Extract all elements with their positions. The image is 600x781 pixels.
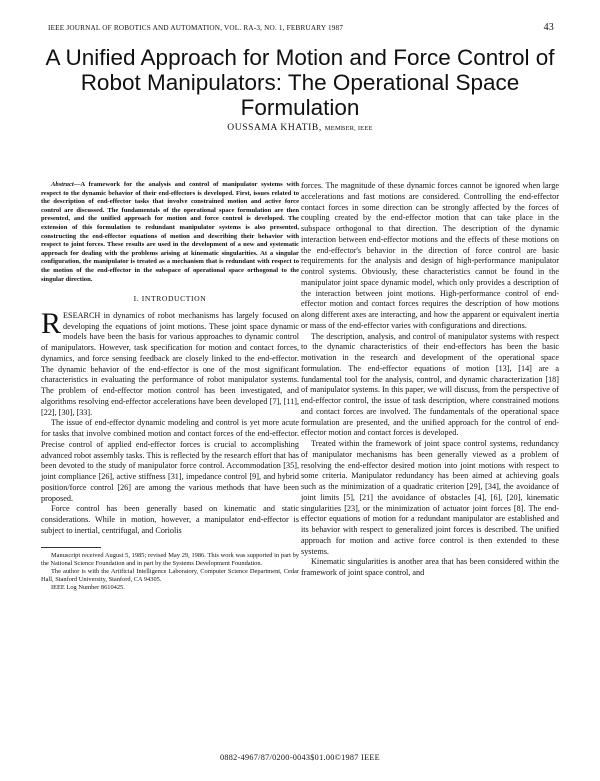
body-paragraph: The description, analysis, and control of manipulator systems with respect to the dynamic characteristics of their end-effectors has been the basic motivation in the research and development of the operational space formulation. The end-effector equations of motion [13], [14] are a fundamental tool for the analysis, control, and dynamic characterization [18] of manipulator systems. In this paper, we will discuss, from the perspective of end-effector control, the issue of task description, where constrained motions and contact forces are involved. The fundamentals of the operational space formulation are presented, and the unified approach for the control of end-effector motion and contact forces is developed. [301,331,559,438]
journal-citation: IEEE JOURNAL OF ROBOTICS AND AUTOMATION, VOL. RA-3, NO. 1, FEBRUARY 1987 [48,24,344,32]
abstract-lead: Abstract [51,181,74,188]
body-paragraph: Treated within the framework of joint space control systems, redundancy of manipulator mechanisms has been generally viewed as a problem of resolving the end-effector desired motion into joint motions with respect to some criteria. Manipulator redundancy has been aimed at achieving goals such as the minimization of a quadratic criterion [29], [34], the avoidance of joint limits [5], [21] the avoidance of obstacles [4], [6], [20], kinematic singularities [23], or the minimization of actuator joint forces [8]. The end-effector equations of motion for a redundant manipulator are established and its behavior with respect to generalized joint forces is described. The unified approach for motion and active force control is then extended to these systems. [301,439,559,556]
left-column [41,181,299,592]
abstract-text: —A framework for the analysis and control of manipulator systems with respect to the dynamic behavior of their end-effectors is developed. First, issues related to the description of end-effector tasks that involve constrained motion and active force control are discussed. The fundamentals of the operational space formulation are then presented, and the unified approach for motion and force control is developed. The extension of this formulation to redundant manipulator systems is also presented, constructing the end-effector equations of motion and describing their behavior with respect to joint forces. These results are used in the development of a new and systematic approach for dealing with the problems arising at kinematic singularities. At a singular configuration, the manipulator is treated as a mechanism that is redundant with respect to the motion of the end-effector in the subspace of operational space orthogonal to the singular direction. [41,181,299,283]
footnote-log-number: IEEE Log Number 8610425. [51,583,125,591]
paper-title: A Unified Approach for Motion and Force Control of Robot Manipulators: The Operational Space Formulation [45,45,555,120]
intro-text: ESEARCH in dynamics of robot mechanisms has largely focused on developing the equations of joint motions. These joint space dynamic models have been the basis for various approaches to dynamic control of manipulators. However, task specification for motion and contact forces, dynamics, and force sensing feedback are closely linked to the end-effector. The dynamic behavior of the end-effector is one of the most significant characteristics in evaluating the performance of robot manipulator systems. The problem of end-effector motion control has been investigated, and algorithms resolving end-effector accelerations have been developed [7], [11], [22], [30], [33]. [41,310,299,417]
footnote-affiliation: The author is with the Artificial Intelligence Laboratory, Computer Science Department, Cedar Hall, Stanford University, Stanford, CA 94305. [41,567,299,583]
author-membership: MEMBER, IEEE [324,125,373,132]
running-head [48,24,554,32]
body-paragraph: Kinematic singularities is another area that has been considered within the framework of joint space control, and [301,557,559,577]
body-paragraph: Force control has been generally based on kinematic and static considerations. While in motion, however, a manipulator end-effector is subject to inertial, centrifugal, and Coriolis [41,504,299,535]
footnote-manuscript: Manuscript received August 5, 1985; revised May 29, 1986. This work was supported in part by the National Science Foundation and in part by the Systems Development Foundation. [41,551,299,567]
body-paragraph: forces. The magnitude of these dynamic forces cannot be ignored when large accelerations and fast motions are considered. Controlling the end-effector contact forces in some direction can be strongly affected by the forces of coupling created by the end-effector motion that can take place in the subspace orthogonal to that direction. The description of the dynamic interaction between end-effector motions and the effects of these motions on the end-effector's behavior in the direction of force control are basic requirements for the analysis and design of high-performance manipulator control systems. Obviously, these characteristics cannot be found in the manipulator joint space dynamic model, which only provides a description of the interaction between joint motions. High-performance control of end-effector motion and contact forces requires the description of how motions along different axes are interacting, and how the apparent or equivalent inertia or mass of the end-effector varies with configurations and directions. [301,181,559,330]
author-line [20,123,580,133]
page-number: 43 [543,22,554,33]
copyright-line: 0882-4967/87/0200-0043$01.00©1987 IEEE [220,753,380,762]
section-heading-introduction: I. INTRODUCTION [133,294,207,304]
drop-cap: R [41,306,62,340]
right-column [301,181,559,579]
intro-paragraph [41,306,299,419]
abstract [41,181,299,284]
author-name: OUSSAMA KHATIB, [227,123,322,133]
body-paragraph: The issue of end-effector dynamic modeling and control is yet more acute for tasks that involve combined motion and contact forces of the end-effector. Precise control of applied end-effector forces is crucial to accomplishing advanced robot assembly tasks. This is reflected by the research effort that has been devoted to the study of manipulator force control. Accommodation [35], joint compliance [26], active stiffness [31], impedance control [9], and hybrid position/force control [26] are among the various methods that have been proposed. [41,418,299,503]
footnote-divider [41,547,101,548]
